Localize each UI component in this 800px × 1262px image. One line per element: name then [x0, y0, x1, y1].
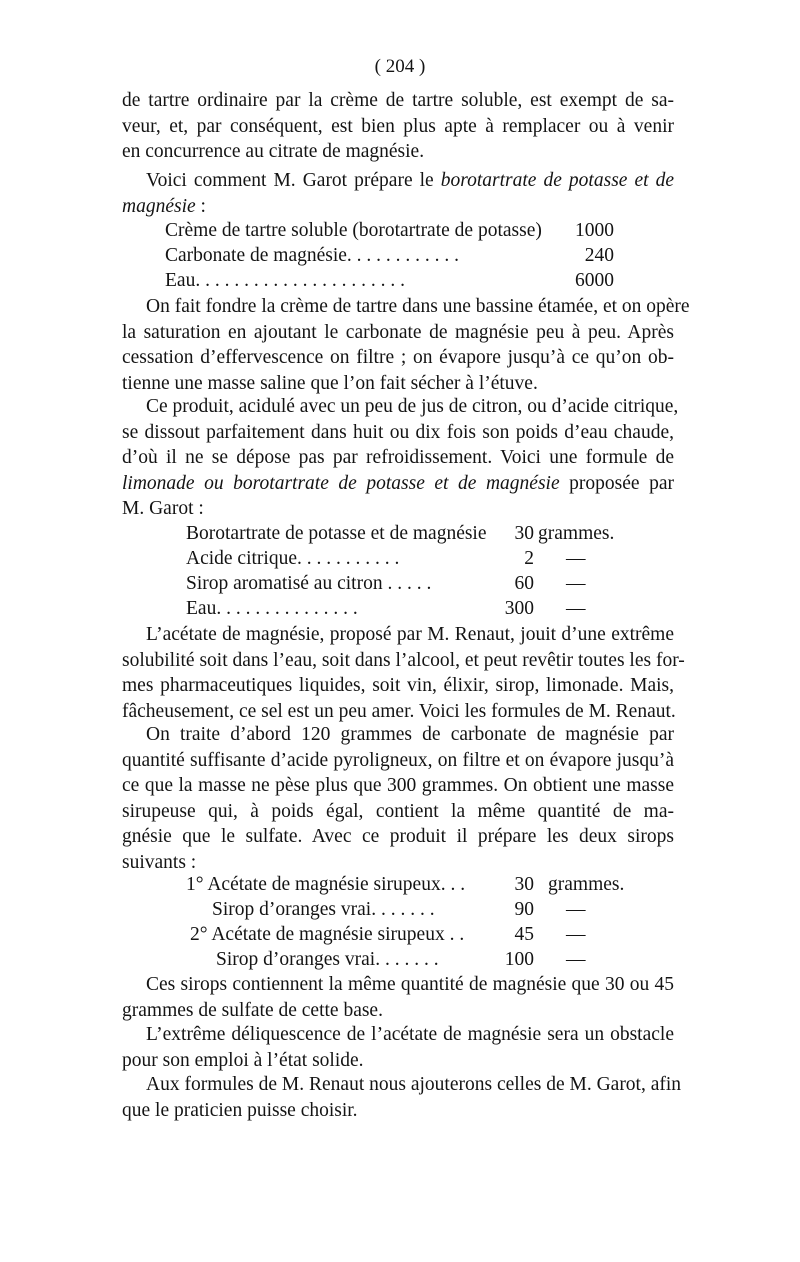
paragraph-3: [122, 294, 690, 396]
text-line: quantité suffisante d’acide pyroligneux, on filtre et on évapore jusqu’à: [122, 749, 674, 771]
recipe-row: [165, 218, 542, 244]
text-line: [122, 194, 674, 220]
text-line: Ce produit, acidulé avec un peu de jus de citron, ou d’acide citrique,: [146, 396, 679, 417]
text-line: de tartre ordinaire par la crème de tartre soluble, est exempt de sa-: [122, 90, 674, 111]
text-line: la saturation en ajoutant le carbonate de magnésie peu à peu. Après: [122, 321, 674, 343]
text-line: en concurrence au citrate de magnésie.: [122, 141, 425, 162]
text-line: veur, et, par conséquent, est bien plus apte à remplacer ou à venir: [122, 115, 674, 137]
text-line: grammes de sulfate de cette base.: [122, 999, 383, 1021]
ingredient-unit: —: [566, 548, 586, 569]
italic-text: borotartrate de potasse et de: [440, 170, 674, 191]
ingredient-name: 1° Acétate de magnésie sirupeux. . .: [186, 874, 466, 895]
ingredient-qty: 30: [514, 874, 534, 895]
ingredient-unit: grammes.: [548, 874, 625, 895]
ingredient-name: Borotartrate de potasse et de magnésie: [186, 523, 487, 544]
ingredient-qty: 300: [504, 598, 534, 619]
ingredient-qty: 2: [524, 548, 534, 569]
paragraph-1: [122, 88, 674, 165]
text-line: On traite d’abord 120 grammes de carbonate de magnésie par: [146, 724, 674, 745]
italic-text: magnésie: [122, 195, 196, 217]
ingredient-name: Sirop d’oranges vrai. . . . . . .: [212, 899, 435, 920]
ingredient-name: Crème de tartre soluble (borotartrate de potasse): [165, 220, 542, 241]
text-span: proposée par: [559, 472, 674, 494]
paragraph-4: [122, 394, 679, 522]
ingredient-name: Sirop d’oranges vrai. . . . . . .: [216, 949, 439, 970]
text-line: se dissout parfaitement dans huit ou dix fois son poids d’eau chaude,: [122, 421, 674, 443]
ingredient-name: Acide citrique. . . . . . . . . . .: [186, 548, 400, 569]
ingredient-name: Carbonate de magnésie. . . . . . . . . . . .: [165, 245, 460, 266]
recipe-row: [165, 268, 405, 294]
ingredient-qty: 6000: [575, 270, 614, 291]
recipe-row: [165, 243, 459, 269]
ingredient-unit: —: [566, 924, 586, 945]
text-line: d’où il ne se dépose pas par refroidissement. Voici une formule de: [122, 447, 674, 468]
text-line: mes pharmaceutiques liquides, soit vin, élixir, sirop, limonade. Mais,: [122, 675, 674, 696]
ingredient-qty: 45: [514, 924, 534, 945]
ingredient-name: Eau. . . . . . . . . . . . . . .: [186, 598, 358, 619]
text-line: suivants :: [122, 851, 197, 873]
text-line: L’acétate de magnésie, proposé par M. Renaut, jouit d’une extrême: [146, 624, 674, 645]
ingredient-unit: —: [566, 598, 586, 619]
text-line: [122, 471, 674, 497]
paragraph-2: [122, 168, 674, 219]
paragraph-8: [122, 1022, 674, 1073]
italic-text: limonade ou borotartrate de potasse et de magnésie: [122, 472, 560, 494]
text-span: Voici comment M. Garot prépare le: [146, 170, 441, 191]
text-line: fâcheusement, ce sel est un peu amer. Voici les formules de M. Renaut.: [122, 700, 676, 722]
page-number: ( 204 ): [374, 56, 426, 77]
text-line: sirupeuse qui, à poids égal, contient la même quantité de ma-: [122, 800, 674, 822]
text-line: pour son emploi à l’état solide.: [122, 1049, 364, 1071]
text-line: M. Garot :: [122, 498, 204, 519]
ingredient-unit: grammes.: [538, 523, 615, 544]
text-span: :: [195, 195, 206, 217]
text-line: L’extrême déliquescence de l’acétate de magnésie sera un obstacle: [146, 1024, 674, 1045]
ingredient-qty: 30: [514, 523, 534, 544]
text-line: ce que la masse ne pèse plus que 300 grammes. On obtient une masse: [122, 775, 674, 796]
ingredient-unit: —: [566, 899, 586, 920]
text-line: solubilité soit dans l’eau, soit dans l’alcool, et peut revêtir toutes les for-: [122, 649, 685, 671]
ingredient-name: Sirop aromatisé au citron . . . . .: [186, 573, 432, 594]
paragraph-7: [122, 972, 674, 1023]
text-line: que le praticien puisse choisir.: [122, 1099, 358, 1121]
ingredient-qty: 90: [514, 899, 534, 920]
text-line: Aux formules de M. Renaut nous ajouterons celles de M. Garot, afin: [146, 1074, 682, 1095]
paragraph-5: [122, 622, 685, 724]
ingredient-qty: 240: [584, 245, 614, 266]
ingredient-unit: —: [566, 573, 586, 594]
ingredient-unit: —: [566, 949, 586, 970]
text-line: gnésie que le sulfate. Avec ce produit il prépare les deux sirops: [122, 826, 674, 847]
ingredient-name: 2° Acétate de magnésie sirupeux . .: [190, 924, 465, 945]
paragraph-9: [122, 1072, 682, 1123]
text-line: Ces sirops contiennent la même quantité de magnésie que 30 ou 45: [146, 974, 674, 995]
text-line: tienne une masse saline que l’on fait sécher à l’étuve.: [122, 372, 538, 394]
text-line: [122, 168, 674, 194]
ingredient-qty: 60: [514, 573, 534, 594]
paragraph-6: [122, 722, 674, 875]
text-line: cessation d’effervescence on filtre ; on évapore jusqu’à ce qu’on ob-: [122, 347, 674, 368]
text-line: On fait fondre la crème de tartre dans une bassine étamée, et on opère: [146, 296, 690, 317]
ingredient-qty: 1000: [575, 220, 614, 241]
ingredient-name: Eau. . . . . . . . . . . . . . . . . . . . . .: [165, 270, 405, 291]
ingredient-qty: 100: [504, 949, 534, 970]
